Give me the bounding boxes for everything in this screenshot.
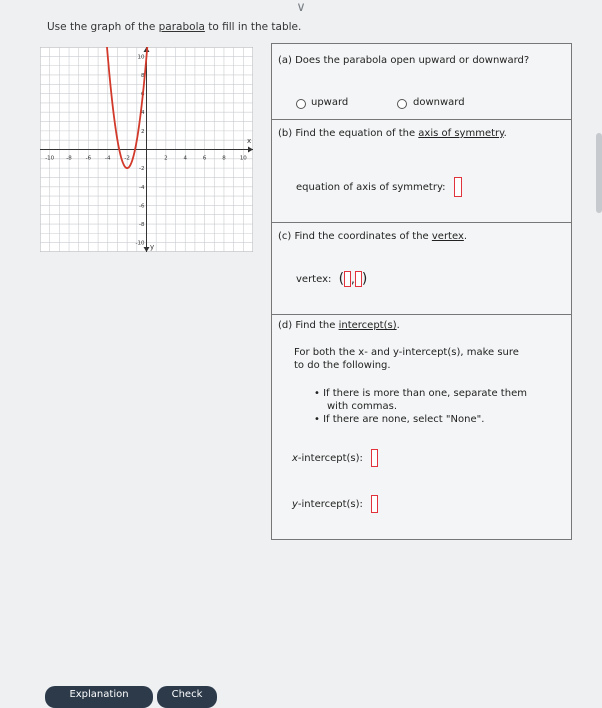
y-axis-label: y xyxy=(150,243,155,251)
y-tick-label: -10 xyxy=(135,240,145,247)
vertex-paren-open: ( xyxy=(338,271,345,287)
vertex-label: vertex: xyxy=(296,274,332,285)
bullet-1-line-2: with commas. xyxy=(327,401,398,412)
x-var: x xyxy=(292,453,298,464)
y-tick-label: -2 xyxy=(139,166,145,173)
vertex-comma: , xyxy=(351,272,355,286)
upward-label: upward xyxy=(311,97,349,108)
axis-equation-row xyxy=(296,177,462,197)
x-tick-label: 4 xyxy=(183,155,187,162)
y-var: y xyxy=(292,499,298,510)
x-tick-label: -8 xyxy=(66,155,72,162)
x-axis-label: x xyxy=(247,137,252,145)
y-intercept-label: -intercept(s): xyxy=(297,499,363,510)
y-intercept-input[interactable] xyxy=(371,495,378,513)
y-intercept-row xyxy=(292,495,378,513)
y-tick-label: 6 xyxy=(141,91,145,98)
vertex-row xyxy=(296,271,367,287)
x-tick-label: 6 xyxy=(202,155,207,162)
parabola-graph xyxy=(40,47,253,252)
axis-of-symmetry-link[interactable]: axis of symmetry xyxy=(418,128,504,139)
part-b-section xyxy=(272,120,571,223)
part-c-section xyxy=(272,223,571,315)
part-d-question: (d) Find the intercept(s). xyxy=(278,320,400,331)
x-intercept-input[interactable] xyxy=(371,449,378,467)
part-b-question: (b) Find the equation of the axis of symmetry. xyxy=(278,128,507,139)
part-a-question: (a) Does the parabola open upward or downward? xyxy=(278,55,530,66)
part-c-question: (c) Find the coordinates of the vertex. xyxy=(278,231,468,242)
scrollbar[interactable] xyxy=(596,133,602,213)
vertex-y-input[interactable] xyxy=(355,271,362,287)
bullet-2: • If there are none, select "None". xyxy=(314,414,485,425)
vertex-x-input[interactable] xyxy=(344,271,351,287)
y-tick-label: -6 xyxy=(139,203,145,210)
upward-radio[interactable] xyxy=(296,99,306,109)
x-tick-label: -6 xyxy=(85,155,92,162)
instruction-text: Use the graph of the parabola to fill in the table. xyxy=(47,21,302,33)
intercepts-link[interactable]: intercept(s) xyxy=(338,320,397,331)
axis-equation-input[interactable] xyxy=(454,177,462,197)
downward-label: downward xyxy=(413,97,465,108)
x-intercept-label: -intercept(s): xyxy=(297,453,363,464)
x-intercept-row xyxy=(292,449,378,467)
x-tick-label: -2 xyxy=(124,155,130,162)
parabola-link[interactable]: parabola xyxy=(158,21,205,33)
part-d-instruction-2: to do the following. xyxy=(294,360,391,371)
collapse-chevron-icon[interactable]: ∨ xyxy=(296,0,306,15)
part-d-instruction-1: For both the x- and y-intercept(s), make sure xyxy=(294,347,519,358)
check-button[interactable]: Check xyxy=(157,686,217,708)
explanation-button[interactable]: Explanation xyxy=(45,686,153,708)
x-tick-label: 8 xyxy=(222,155,226,162)
y-tick-label: 10 xyxy=(137,54,145,61)
x-tick-label: -10 xyxy=(45,155,55,162)
downward-radio[interactable] xyxy=(397,99,407,109)
vertex-paren-close: ) xyxy=(361,271,368,287)
axis-equation-label: equation of axis of symmetry: xyxy=(296,182,446,193)
x-tick-label: 2 xyxy=(164,155,168,162)
x-tick-label: 10 xyxy=(239,155,247,162)
y-tick-label: -8 xyxy=(139,222,145,229)
part-a-section xyxy=(272,44,571,120)
y-tick-label: -4 xyxy=(139,184,145,191)
answer-table xyxy=(271,43,572,540)
y-tick-label: 4 xyxy=(141,110,145,117)
vertex-link[interactable]: vertex xyxy=(431,231,464,242)
bullet-1-line-1: • If there is more than one, separate them xyxy=(314,388,527,399)
y-tick-label: 8 xyxy=(141,72,145,79)
part-d-section xyxy=(272,315,571,541)
y-tick-label: 2 xyxy=(141,128,145,135)
x-tick-label: -4 xyxy=(105,155,111,162)
